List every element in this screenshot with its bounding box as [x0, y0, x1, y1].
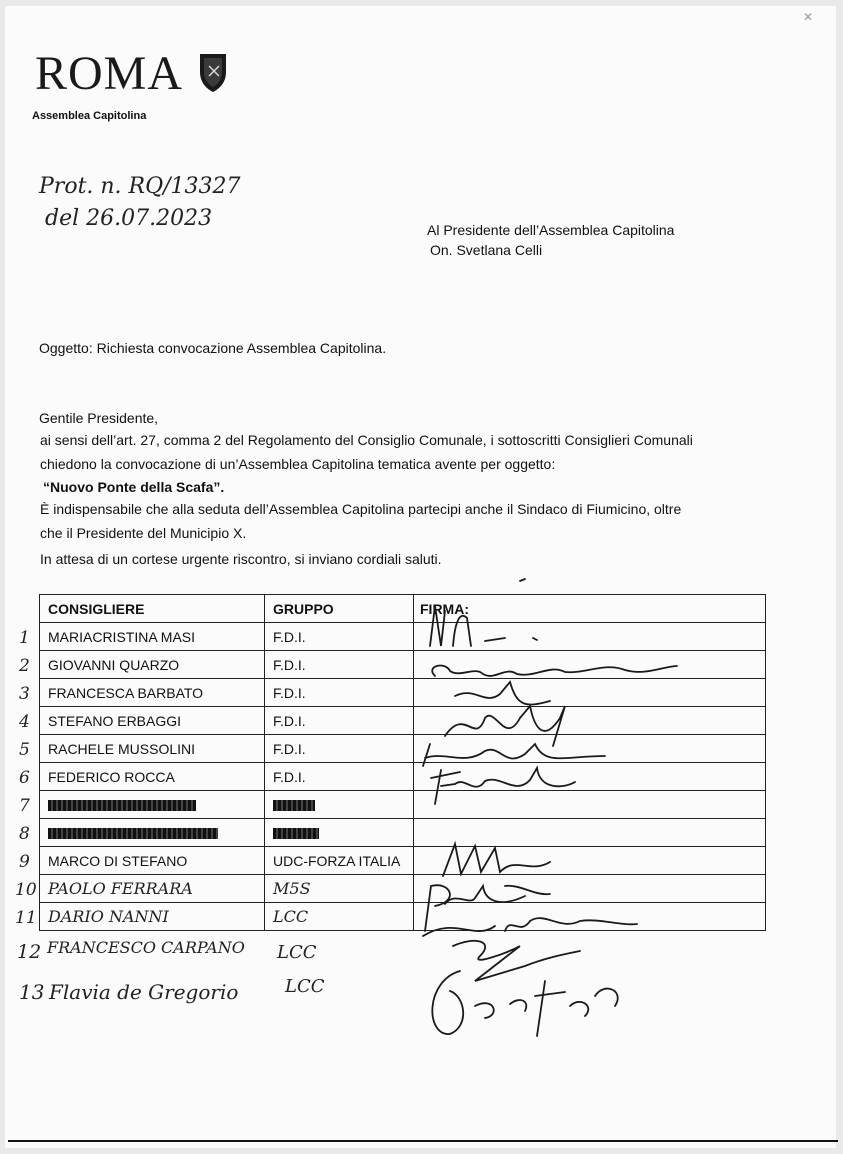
signature-3 [455, 682, 550, 705]
paragraph-1-line-1: ai sensi dell’art. 27, comma 2 del Regolamento del Consiglio Comunale, i sottoscritti Consiglieri Comunali [40, 432, 693, 448]
table-row: RACHELE MUSSOLINI F.D.I. [40, 735, 766, 763]
header-group: GRUPPO [265, 595, 414, 623]
salutation: Gentile Presidente, [39, 410, 159, 426]
extra-name-handwritten: FRANCESCO CARPANO [47, 938, 245, 957]
table-row: GIOVANNI QUARZO F.D.I. [40, 651, 766, 679]
ink-mark [520, 579, 525, 581]
closing-line: In attesa di un cortese urgente riscontro, si inviano cordiali saluti. [40, 551, 442, 567]
signature-4 [445, 706, 565, 746]
signature-1 [430, 606, 537, 646]
handwritten-signatures [5, 6, 836, 1148]
recipient-line-1: Al Presidente dell’Assemblea Capitolina [427, 222, 675, 238]
signature-9 [443, 844, 550, 876]
meeting-topic: “Nuovo Ponte della Scafa”. [43, 479, 225, 495]
header-councillor: CONSIGLIERE [40, 595, 265, 623]
signature-11 [423, 918, 637, 936]
paragraph-2-line-1: È indispensabile che alla seduta dell’Assemblea Capitolina partecipi anche il Sindaco di Fiumicino, oltre [40, 501, 682, 517]
extra-group-handwritten: LCC [285, 976, 325, 997]
signature-6 [431, 768, 575, 804]
row-number: 5 [19, 740, 30, 760]
row-number: 6 [19, 768, 30, 788]
row-number: 7 [19, 796, 30, 816]
extra-row-number: 12 [17, 941, 42, 963]
table-row: PAOLO FERRARA M5S [40, 875, 766, 903]
signature-2 [432, 666, 677, 676]
row-number: 1 [19, 628, 30, 648]
header-signature: FIRMA: [414, 595, 766, 623]
signature-13 [432, 971, 617, 1036]
signature-12 [453, 941, 580, 981]
table-row: DARIO NANNI LCC [40, 903, 766, 931]
table-row: MARIACRISTINA MASI F.D.I. [40, 623, 766, 651]
protocol-number: Prot. n. RQ/13327 [39, 174, 241, 199]
corner-mark-icon: ✕ [803, 10, 814, 24]
table-row: MARCO DI STEFANO UDC-FORZA ITALIA [40, 847, 766, 875]
paragraph-2-line-2: che il Presidente del Municipio X. [40, 525, 247, 541]
row-number: 4 [19, 712, 30, 732]
signature-5 [423, 744, 605, 766]
signature-10 [425, 885, 550, 931]
row-number: 2 [19, 656, 30, 676]
extra-row-number: 13 [19, 980, 45, 1004]
table-row: STEFANO ERBAGGI F.D.I. [40, 707, 766, 735]
row-number: 11 [15, 908, 37, 928]
row-number: 8 [19, 824, 30, 844]
roma-logo-word: ROMA [35, 47, 184, 100]
row-number: 3 [19, 684, 30, 704]
paragraph-1-line-2: chiedono la convocazione di un’Assemblea Capitolina tematica avente per oggetto: [40, 456, 556, 472]
extra-group-handwritten: LCC [277, 942, 317, 963]
page-bottom-border [8, 1140, 838, 1142]
recipient-line-2: On. Svetlana Celli [430, 242, 543, 258]
subject-line: Oggetto: Richiesta convocazione Assemblea Capitolina. [39, 340, 387, 356]
row-number: 9 [19, 852, 30, 872]
row-number: 10 [15, 880, 37, 900]
protocol-date: del 26.07.2023 [45, 206, 213, 231]
table-row: FEDERICO ROCCA F.D.I. [40, 763, 766, 791]
extra-name-handwritten: Flavia de Gregorio [49, 980, 239, 1004]
assembly-subtitle: Assemblea Capitolina [32, 110, 147, 122]
letter-page [5, 6, 836, 1148]
table-row: FRANCESCA BARBATO F.D.I. [40, 679, 766, 707]
